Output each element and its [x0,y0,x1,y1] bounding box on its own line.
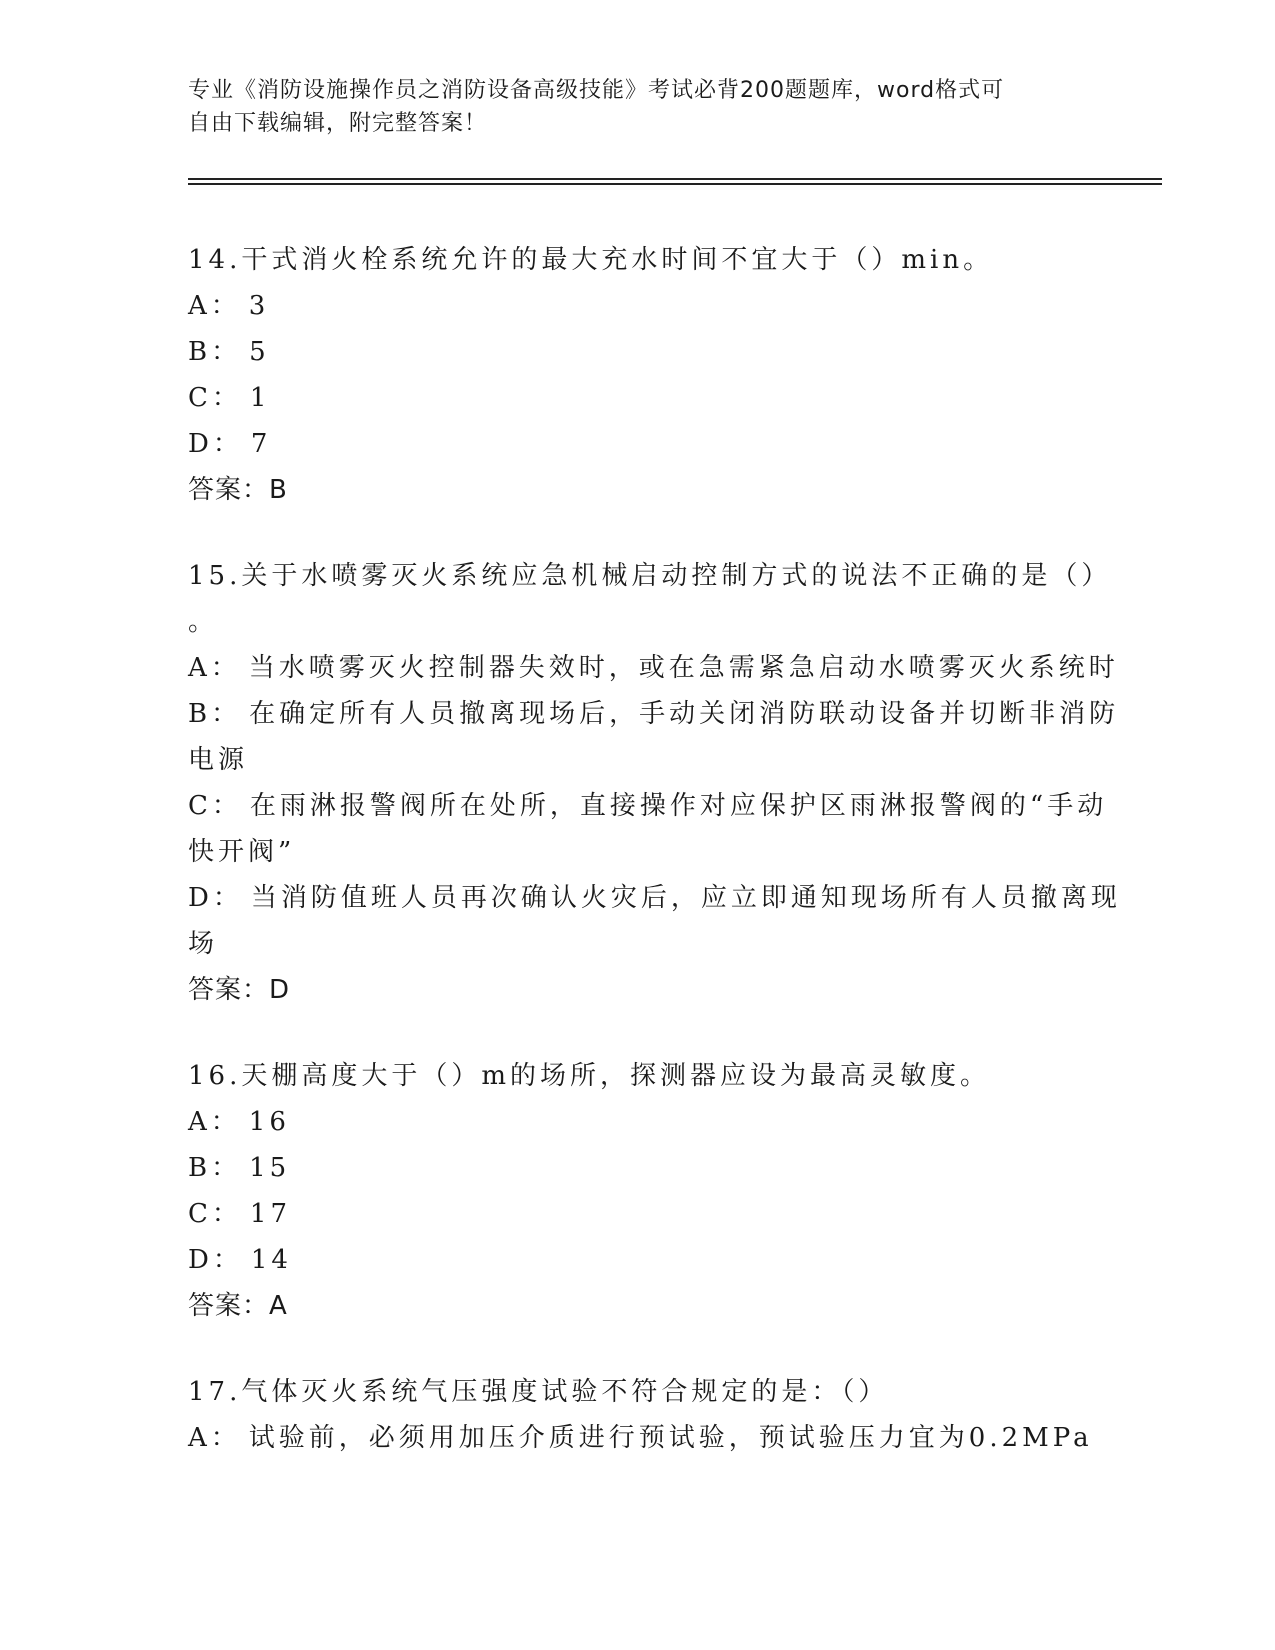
question-list [188,237,1121,1501]
header-line-1: 专业《消防设施操作员之消防设备高级技能》考试必背200题题库，word格式可 [188,78,1005,103]
option-label: A： [188,653,241,683]
option-label: A： [188,1107,241,1137]
answer-line: 答案：B [188,475,288,505]
option-text: 16 [248,1107,290,1137]
option-a [188,645,1119,691]
question-14 [188,237,1088,513]
question-stem: 14.干式消火栓系统允许的最大充水时间不宜大于（）min。 [188,245,994,275]
option-b-continued: 电源 [188,745,249,775]
option-label: B： [188,337,242,367]
question-stem: 17.气体灭火系统气压强度试验不符合规定的是：（） [188,1377,889,1407]
option-text: 14 [250,1245,292,1275]
option-label: A： [188,291,241,321]
option-a [188,1415,1093,1461]
answer-line: 答案：A [188,1291,288,1321]
option-c [188,783,1108,829]
header-divider-bottom [188,183,1162,185]
option-a [188,1099,1088,1145]
option-text: 当水喷雾灭火控制器失效时，或在急需紧急启动水喷雾灭火系统时 [248,653,1119,683]
option-text: 17 [249,1199,291,1229]
option-label: C： [188,1199,242,1229]
header-line-2: 自由下载编辑，附完整答案！ [188,111,488,136]
option-c [188,1191,1088,1237]
document-header [188,74,1068,140]
question-stem-continued: 。 [188,607,219,637]
question-16 [188,1053,1088,1329]
question-stem: 16.天棚高度大于（）m的场所，探测器应设为最高灵敏度。 [188,1061,991,1091]
option-d [188,1237,1088,1283]
option-label: A： [188,1423,241,1453]
option-b [188,329,1088,375]
option-label: B： [188,1153,242,1183]
option-d [188,421,1088,467]
option-text: 3 [248,291,270,321]
option-text: 7 [250,429,272,459]
option-d-continued: 场 [188,929,219,959]
option-label: D： [188,883,243,913]
option-c [188,375,1088,421]
option-c-continued: 快开阀” [188,837,296,867]
option-label: D： [188,429,243,459]
option-text: 试验前，必须用加压介质进行预试验，预试验压力宜为0.2MPa [248,1423,1093,1453]
question-15 [188,553,1121,1013]
option-label: C： [188,383,242,413]
option-b [188,691,1120,737]
option-d [188,875,1121,921]
option-b [188,1145,1088,1191]
header-divider-top [188,178,1162,180]
option-text: 1 [249,383,271,413]
option-text: 当消防值班人员再次确认火灾后，应立即通知现场所有人员撤离现 [250,883,1121,913]
option-text: 5 [249,337,270,367]
question-stem: 15.关于水喷雾灭火系统应急机械启动控制方式的说法不正确的是（） [188,561,1112,591]
question-17 [188,1369,1093,1461]
option-text: 在确定所有人员撤离现场后，手动关闭消防联动设备并切断非消防 [249,699,1120,729]
option-label: C： [188,791,242,821]
option-label: D： [188,1245,243,1275]
option-label: B： [188,699,242,729]
answer-line: 答案：D [188,975,291,1005]
option-a [188,283,1088,329]
option-text: 15 [249,1153,291,1183]
option-text: 在雨淋报警阀所在处所，直接操作对应保护区雨淋报警阀的“手动 [249,791,1108,821]
